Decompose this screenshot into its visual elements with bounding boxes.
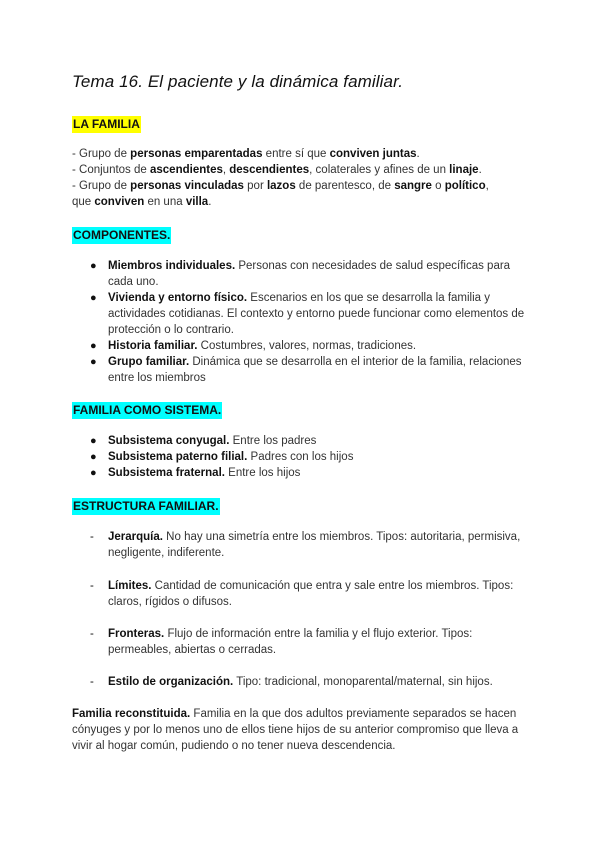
bullet-icon: ● [90,451,97,463]
list-item: - Fronteras. Flujo de información entre la familia y el flujo exterior. Tipos: permeables, abiertas o cerradas. [90,628,473,656]
section-heading-estructura: ESTRUCTURA FAMILIAR. [73,499,219,513]
bullet-icon: ● [90,340,97,352]
dash-marker: - [90,580,94,592]
bullet-icon: ● [90,435,97,447]
section-heading-familia: LA FAMILIA [73,117,140,131]
reconstituida-paragraph [72,706,532,754]
section-heading-sistema: FAMILIA COMO SISTEMA. [73,403,222,417]
list-item: ● Subsistema paterno filial. Padres con los hijos [90,451,354,463]
familia-definitions [72,146,532,210]
list-item: - Límites. Cantidad de comunicación que entra y sale entre los miembros. Tipos: claros, rígidos o difusos. [90,580,514,608]
bullet-icon: ● [90,356,97,368]
list-item: ● Subsistema fraternal. Entre los hijos [90,467,301,479]
list-item: ● Grupo familiar. Dinámica que se desarrolla en el interior de la familia, relaciones entre los miembros [90,356,522,384]
bullet-icon: ● [90,260,97,272]
list-item: - Jerarquía. No hay una simetría entre los miembros. Tipos: autoritaria, permisiva, negligente, indiferente. [90,531,521,559]
list-item: ● Miembros individuales. Personas con necesidades de salud específicas para cada uno. [90,260,511,288]
bullet-icon: ● [90,467,97,479]
familia-line-2: - Conjuntos de ascendientes, descendientes, colaterales y afines de un linaje. [72,164,482,176]
list-item: ● Vivienda y entorno físico. Escenarios en los que se desarrolla la familia y actividades cotidianas. El contexto y entorno puede funcionar como elementos de protección o lo contrario. [90,292,525,336]
list-item: - Estilo de organización. Tipo: tradicional, monoparental/maternal, sin hijos. [90,676,493,688]
bullet-icon: ● [90,292,97,304]
sistema-list [72,433,532,481]
dash-marker: - [90,628,94,640]
dash-marker: - [90,531,94,543]
familia-line-4: que conviven en una villa. [72,196,212,208]
familia-line-3: - Grupo de personas vinculadas por lazos de parentesco, de sangre o político, [72,180,489,192]
list-item: ● Historia familiar. Costumbres, valores, normas, tradiciones. [90,340,417,352]
section-heading-componentes: COMPONENTES. [73,228,171,242]
familia-line-1: - Grupo de personas emparentadas entre sí que conviven juntas. [72,148,420,160]
dash-marker: - [90,676,94,688]
componentes-list [72,258,532,386]
page-title: Tema 16. El paciente y la dinámica familiar. [72,72,404,91]
reconstituida-term: Familia reconstituida. [72,708,191,720]
list-item: ● Subsistema conyugal. Entre los padres [90,435,317,447]
reconstituida-desc: Familia en la que dos adultos previamente separados se hacen cónyuges y por lo menos uno de ellos tiene hijos de su anterior compromiso que lleva a vivir al hogar común, pudiendo o no tener nueva descendencia. [72,708,519,752]
